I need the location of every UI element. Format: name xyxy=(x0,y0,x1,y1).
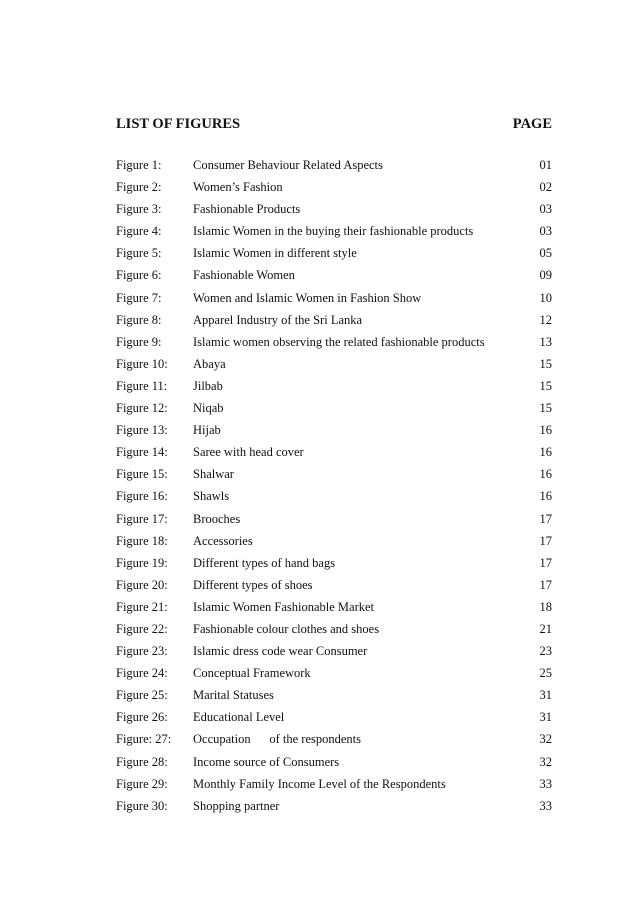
figure-entry xyxy=(116,223,552,245)
figure-number: Figure: 27: xyxy=(116,732,172,747)
figure-page: 32 xyxy=(539,732,552,747)
figure-title: Saree with head cover xyxy=(193,445,304,460)
figure-number: Figure 3: xyxy=(116,202,162,217)
figure-title: Jilbab xyxy=(193,378,223,393)
figure-number: Figure 11: xyxy=(116,378,168,393)
figure-number: Figure 28: xyxy=(116,754,168,769)
figure-entry xyxy=(116,400,552,422)
figure-page: 16 xyxy=(539,467,552,482)
figure-page: 17 xyxy=(539,555,552,570)
figure-entry xyxy=(116,709,552,731)
figure-number: Figure 20: xyxy=(116,577,168,592)
figure-number: Figure 18: xyxy=(116,533,168,548)
figure-page: 25 xyxy=(539,666,552,681)
figure-title: Niqab xyxy=(193,401,224,416)
figure-page: 09 xyxy=(539,268,552,283)
figure-title: Women’s Fashion xyxy=(193,180,283,195)
figure-entry xyxy=(116,245,552,267)
figure-entry xyxy=(116,754,552,776)
figure-title: Monthly Family Income Level of the Respondents xyxy=(193,776,446,791)
figure-title: Women and Islamic Women in Fashion Show xyxy=(193,290,422,305)
figure-entry xyxy=(116,157,552,179)
figure-title: Different types of hand bags xyxy=(193,555,336,570)
figure-title: Shalwar xyxy=(193,467,234,482)
figure-title: Islamic women observing the related fashionable products xyxy=(193,334,485,349)
figure-page: 10 xyxy=(539,290,552,305)
figure-number: Figure 25: xyxy=(116,688,168,703)
figure-number: Figure 8: xyxy=(116,312,162,327)
figure-title: Marital Statuses xyxy=(193,688,274,703)
figure-number: Figure 14: xyxy=(116,445,168,460)
figure-page: 03 xyxy=(539,202,552,217)
figure-page: 01 xyxy=(539,158,552,172)
figure-page: 15 xyxy=(539,378,552,393)
figure-page: 16 xyxy=(539,423,552,438)
figure-number: Figure 26: xyxy=(116,710,168,725)
figure-entry xyxy=(116,312,552,334)
figure-number: Figure 6: xyxy=(116,268,162,283)
figure-entry xyxy=(116,267,552,289)
figure-number: Figure 21: xyxy=(116,599,168,614)
page-column-heading: PAGE xyxy=(512,116,552,132)
figure-title: Islamic dress code wear Consumer xyxy=(193,644,368,659)
figure-title: Conceptual Framework xyxy=(193,666,311,681)
figure-entry xyxy=(116,488,552,510)
figure-entry xyxy=(116,511,552,533)
figure-number: Figure 1: xyxy=(116,158,162,172)
figure-entry xyxy=(116,533,552,555)
figure-entry xyxy=(116,798,552,820)
figure-entry xyxy=(116,555,552,577)
figure-entry xyxy=(116,334,552,356)
figure-page: 05 xyxy=(539,246,552,261)
figure-entry xyxy=(116,731,552,753)
figure-title: Fashionable Products xyxy=(193,202,301,217)
figure-title: Hijab xyxy=(193,423,221,438)
figure-page: 32 xyxy=(539,754,552,769)
figure-page: 17 xyxy=(539,577,552,592)
list-title: LIST OF FIGURES xyxy=(116,116,241,132)
figure-title: Fashionable Women xyxy=(193,268,295,283)
figure-entry xyxy=(116,776,552,798)
figure-page: 17 xyxy=(539,511,552,526)
figure-entry xyxy=(116,643,552,665)
figure-number: Figure 23: xyxy=(116,644,168,659)
figure-number: Figure 15: xyxy=(116,467,168,482)
figure-entry xyxy=(116,577,552,599)
figure-number: Figure 12: xyxy=(116,401,168,416)
figure-entry xyxy=(116,179,552,201)
figure-page: 21 xyxy=(539,621,552,636)
figure-number: Figure 4: xyxy=(116,224,162,239)
figure-title: Fashionable colour clothes and shoes xyxy=(193,621,380,636)
figure-page: 31 xyxy=(539,688,552,703)
figure-number: Figure 29: xyxy=(116,776,168,791)
figure-entry xyxy=(116,599,552,621)
figure-entry xyxy=(116,378,552,400)
figure-page: 02 xyxy=(539,180,552,195)
figure-title: Islamic Women in different style xyxy=(193,246,357,261)
figure-entry xyxy=(116,466,552,488)
list-header xyxy=(116,116,552,136)
figure-page: 13 xyxy=(539,334,552,349)
figure-page: 16 xyxy=(539,489,552,504)
figure-title: Consumer Behaviour Related Aspects xyxy=(193,158,383,172)
figure-number: Figure 9: xyxy=(116,334,162,349)
figure-page: 15 xyxy=(539,356,552,371)
figure-title: Shawls xyxy=(193,489,230,504)
figure-page: 31 xyxy=(539,710,552,725)
figure-title: Accessories xyxy=(193,533,253,548)
figure-title: Shopping partner xyxy=(193,798,280,813)
figure-title: Islamic Women in the buying their fashionable products xyxy=(193,224,474,239)
figure-title: Brooches xyxy=(193,511,241,526)
figure-page: 33 xyxy=(539,798,552,813)
figure-page: 16 xyxy=(539,445,552,460)
figure-title: Income source of Consumers xyxy=(193,754,340,769)
figure-number: Figure 7: xyxy=(116,290,162,305)
figure-number: Figure 13: xyxy=(116,423,168,438)
figure-page: 18 xyxy=(539,599,552,614)
figure-page: 33 xyxy=(539,776,552,791)
figure-page: 12 xyxy=(539,312,552,327)
figure-page: 15 xyxy=(539,401,552,416)
figure-number: Figure 17: xyxy=(116,511,168,526)
figure-entry xyxy=(116,356,552,378)
figure-number: Figure 30: xyxy=(116,798,168,813)
figure-number: Figure 22: xyxy=(116,621,168,636)
figure-list xyxy=(116,157,552,820)
figure-entry xyxy=(116,621,552,643)
figure-title: Occupation of the respondents xyxy=(193,732,362,747)
figure-title: Abaya xyxy=(193,356,226,371)
figure-number: Figure 10: xyxy=(116,356,168,371)
figure-page: 03 xyxy=(539,224,552,239)
figure-number: Figure 16: xyxy=(116,489,168,504)
figure-entry xyxy=(116,687,552,709)
figure-page: 17 xyxy=(539,533,552,548)
figure-title: Different types of shoes xyxy=(193,577,313,592)
figure-title: Islamic Women Fashionable Market xyxy=(193,599,375,614)
figure-title: Apparel Industry of the Sri Lanka xyxy=(193,312,363,327)
figure-number: Figure 19: xyxy=(116,555,168,570)
figure-number: Figure 24: xyxy=(116,666,168,681)
figure-title: Educational Level xyxy=(193,710,285,725)
figure-entry xyxy=(116,665,552,687)
figure-entry xyxy=(116,290,552,312)
figure-entry xyxy=(116,201,552,223)
figure-page: 23 xyxy=(539,644,552,659)
figure-number: Figure 2: xyxy=(116,180,162,195)
figure-entry xyxy=(116,444,552,466)
figure-number: Figure 5: xyxy=(116,246,162,261)
figure-entry xyxy=(116,422,552,444)
